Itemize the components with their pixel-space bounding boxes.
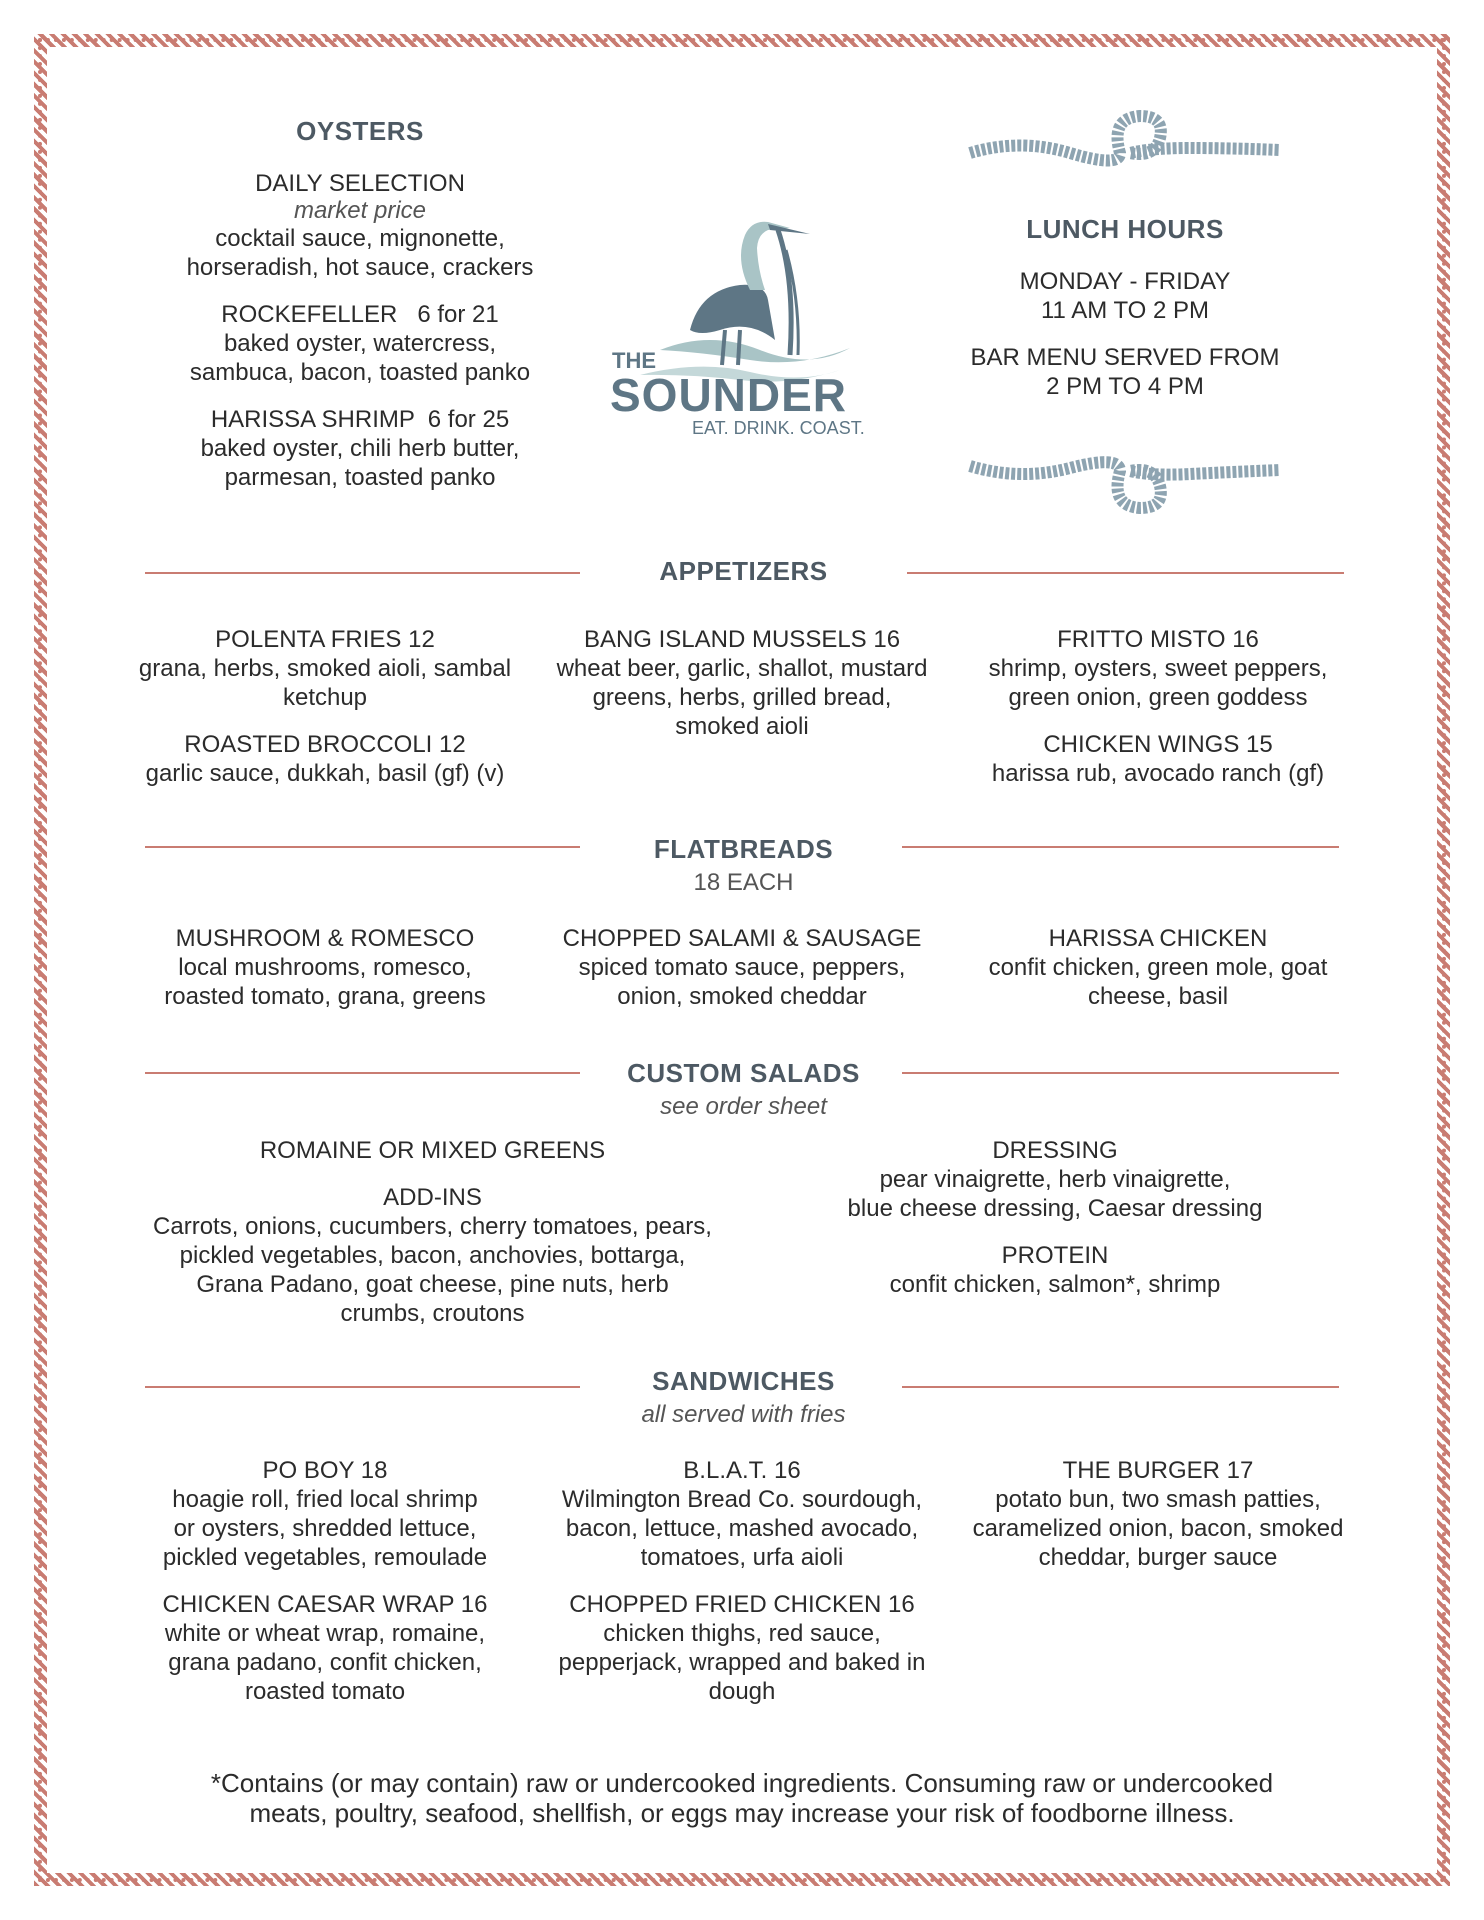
flatbread-mushroom — [110, 924, 540, 1011]
salads-addins-line1: Carrots, onions, cucumbers, cherry tomatoes, pears, — [153, 1213, 712, 1240]
burger-desc1: potato bun, two smash patties, — [995, 1486, 1321, 1513]
burger-desc3: cheddar, burger sauce — [1038, 1544, 1278, 1571]
salads-addins-line3: Grana Padano, goat cheese, pine nuts, herb — [196, 1271, 669, 1298]
appetizers-rule-right — [907, 572, 1344, 574]
burger-name: THE BURGER 17 — [1062, 1457, 1254, 1484]
flatbread-mushroom-desc2: roasted tomato, grana, greens — [164, 983, 486, 1010]
flatbreads-price: 18 EACH — [693, 869, 794, 896]
flatbreads-rule-left — [145, 846, 580, 848]
flatbread-harissa-desc2: cheese, basil — [1087, 983, 1229, 1010]
salads-title: CUSTOM SALADS — [627, 1058, 860, 1088]
raw-food-disclaimer — [100, 1768, 1384, 1828]
mussels-desc1: wheat beer, garlic, shallot, mustard — [556, 655, 928, 682]
flatbread-harissa — [948, 924, 1368, 1011]
lunch-hours: 11 AM TO 2 PM — [1040, 297, 1210, 324]
po-boy-desc2: or oysters, shredded lettuce, — [173, 1515, 477, 1542]
salads-protein-title: PROTEIN — [1001, 1242, 1109, 1269]
salads-dressing-title: DRESSING — [992, 1137, 1118, 1164]
po-boy-desc1: hoagie roll, fried local shrimp — [172, 1486, 478, 1513]
bar-menu-line1: BAR MENU SERVED FROM — [970, 344, 1280, 371]
flatbread-mushroom-desc1: local mushrooms, romesco, — [178, 954, 472, 981]
oysters-daily-name: DAILY SELECTION — [255, 170, 465, 197]
oysters-harissa-name: HARISSA SHRIMP 6 for 25 — [210, 406, 510, 433]
oysters-rockefeller-name: ROCKEFELLER 6 for 21 — [221, 301, 499, 328]
fritto-misto-desc2: green onion, green goddess — [1008, 684, 1308, 711]
flatbreads-rule-right — [902, 846, 1339, 848]
chicken-wings-desc1: harissa rub, avocado ranch (gf) — [991, 760, 1325, 787]
salads-addins-line2: pickled vegetables, bacon, anchovies, bottarga, — [179, 1242, 686, 1269]
sandwiches-title: SANDWICHES — [652, 1366, 835, 1396]
sandwiches-col1 — [110, 1456, 540, 1706]
polenta-fries-name: POLENTA FRIES 12 — [215, 626, 435, 653]
oysters-harissa-desc1: baked oyster, chili herb butter, — [200, 435, 520, 462]
caesar-wrap-name: CHICKEN CAESAR WRAP 16 — [162, 1591, 488, 1618]
fritto-misto-name: FRITTO MISTO 16 — [1057, 626, 1259, 653]
fried-chicken-desc1: chicken thighs, red sauce, — [603, 1620, 881, 1647]
blat-desc1: Wilmington Bread Co. sourdough, — [561, 1486, 923, 1513]
salads-subtitle: see order sheet — [660, 1093, 827, 1120]
mussels-desc3: smoked aioli — [675, 713, 809, 740]
appetizers-title: APPETIZERS — [659, 556, 828, 586]
fritto-misto-desc1: shrimp, oysters, sweet peppers, — [988, 655, 1328, 682]
fried-chicken-name: CHOPPED FRIED CHICKEN 16 — [569, 1591, 915, 1618]
sounder-logo — [600, 190, 880, 450]
flatbread-salami-name: CHOPPED SALAMI & SAUSAGE — [562, 925, 922, 952]
appetizers-col1 — [110, 625, 540, 788]
salads-protein-line1: confit chicken, salmon*, shrimp — [889, 1271, 1221, 1298]
sandwiches-header — [590, 1366, 897, 1429]
lunch-days: MONDAY - FRIDAY — [1019, 268, 1231, 295]
burger-desc2: caramelized onion, bacon, smoked — [972, 1515, 1344, 1542]
sandwiches-rule-right — [902, 1386, 1339, 1388]
salads-addins-line4: crumbs, croutons — [340, 1300, 525, 1327]
blat-name: B.L.A.T. 16 — [683, 1457, 801, 1484]
oysters-section — [160, 116, 560, 492]
logo-tagline: EAT. DRINK. COAST. — [692, 418, 865, 438]
salads-greens: ROMAINE OR MIXED GREENS — [259, 1137, 606, 1164]
blat-desc2: bacon, lettuce, mashed avocado, — [565, 1515, 919, 1542]
oysters-title: OYSTERS — [296, 116, 424, 146]
appetizers-col2 — [530, 625, 954, 741]
disclaimer-line1: *Contains (or may contain) raw or undercooked ingredients. Consuming raw or undercooked — [210, 1768, 1274, 1798]
sandwiches-col3 — [948, 1456, 1368, 1572]
polenta-fries-desc1: grana, herbs, smoked aioli, sambal — [138, 655, 512, 682]
po-boy-desc3: pickled vegetables, remoulade — [162, 1544, 488, 1571]
flatbreads-title: FLATBREADS — [653, 834, 834, 864]
rope-bottom-icon — [960, 446, 1290, 516]
fried-chicken-desc3: dough — [708, 1678, 776, 1705]
rope-top-icon — [960, 108, 1290, 178]
polenta-fries-desc2: ketchup — [282, 684, 368, 711]
fried-chicken-desc2: pepperjack, wrapped and baked in — [558, 1649, 926, 1676]
caesar-wrap-desc3: roasted tomato — [244, 1678, 406, 1705]
salads-dressing-line2: blue cheese dressing, Caesar dressing — [847, 1195, 1263, 1222]
lunch-section — [940, 214, 1310, 401]
oysters-rockefeller-desc2: sambuca, bacon, toasted panko — [189, 359, 531, 386]
disclaimer-line2: meats, poultry, seafood, shellfish, or eggs may increase your risk of foodborne illness. — [249, 1798, 1235, 1828]
caesar-wrap-desc1: white or wheat wrap, romaine, — [164, 1620, 486, 1647]
salads-right — [800, 1136, 1310, 1299]
oysters-daily-desc2: horseradish, hot sauce, crackers — [186, 254, 534, 281]
flatbread-harissa-desc1: confit chicken, green mole, goat — [988, 954, 1328, 981]
logo-the: THE — [612, 348, 656, 373]
flatbread-mushroom-name: MUSHROOM & ROMESCO — [175, 925, 475, 952]
bar-menu-line2: 2 PM TO 4 PM — [1046, 373, 1204, 400]
blat-desc3: tomatoes, urfa aioli — [640, 1544, 844, 1571]
salads-left — [130, 1136, 735, 1328]
salads-addins-title: ADD-INS — [383, 1184, 482, 1211]
flatbread-salami — [530, 924, 954, 1011]
flatbread-harissa-name: HARISSA CHICKEN — [1048, 925, 1268, 952]
flatbread-salami-desc2: onion, smoked cheddar — [617, 983, 867, 1010]
lunch-title: LUNCH HOURS — [1026, 214, 1224, 244]
logo-name: SOUNDER — [610, 369, 848, 421]
mussels-name: BANG ISLAND MUSSELS 16 — [583, 626, 901, 653]
salads-rule-right — [902, 1072, 1339, 1074]
sandwiches-col2 — [530, 1456, 954, 1706]
appetizers-rule-left — [145, 572, 580, 574]
caesar-wrap-desc2: grana padano, confit chicken, — [168, 1649, 482, 1676]
oysters-daily-price: market price — [293, 197, 427, 224]
roasted-broccoli-desc1: garlic sauce, dukkah, basil (gf) (v) — [145, 760, 505, 787]
appetizers-col3 — [948, 625, 1368, 788]
oysters-harissa-desc2: parmesan, toasted panko — [224, 464, 496, 491]
salads-header — [590, 1058, 897, 1121]
flatbread-salami-desc1: spiced tomato sauce, peppers, — [578, 954, 906, 981]
mussels-desc2: greens, herbs, grilled bread, — [592, 684, 892, 711]
oysters-daily-desc1: cocktail sauce, mignonette, — [215, 225, 505, 252]
salads-rule-left — [145, 1072, 580, 1074]
oysters-rockefeller-desc1: baked oyster, watercress, — [223, 330, 497, 357]
roasted-broccoli-name: ROASTED BROCCOLI 12 — [184, 731, 466, 758]
flatbreads-header — [590, 834, 897, 897]
salads-dressing-line1: pear vinaigrette, herb vinaigrette, — [879, 1166, 1231, 1193]
chicken-wings-name: CHICKEN WINGS 15 — [1043, 731, 1273, 758]
sandwiches-subtitle: all served with fries — [641, 1401, 846, 1428]
po-boy-name: PO BOY 18 — [262, 1457, 388, 1484]
sandwiches-rule-left — [145, 1386, 580, 1388]
